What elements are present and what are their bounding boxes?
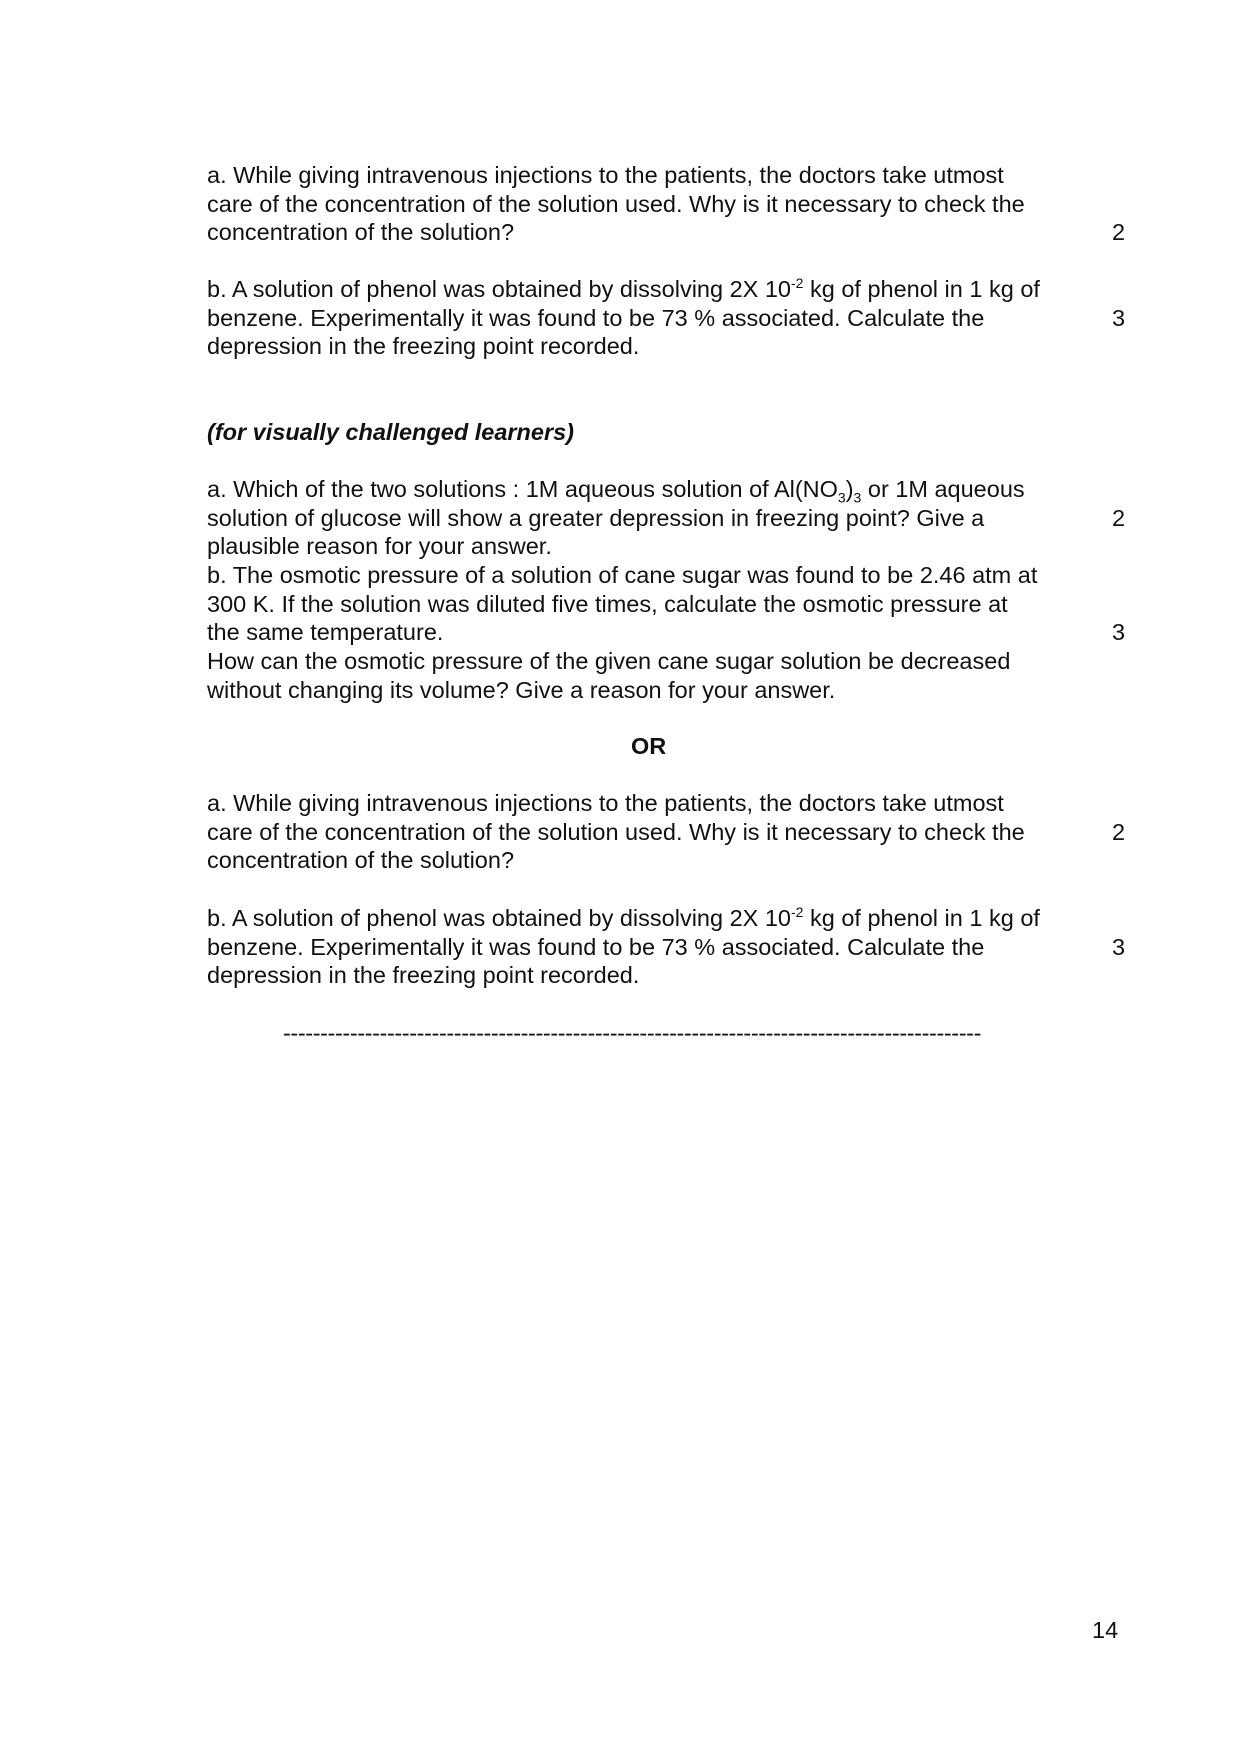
question-text-line: without changing its volume? Give a reason for your answer. — [207, 676, 836, 703]
question-text-line: care of the concentration of the solution used. Why is it necessary to check the — [207, 190, 1025, 217]
text-segment: b. A solution of phenol was obtained by dissolving 2X 10 — [207, 905, 791, 931]
subscript: 3 — [853, 489, 862, 506]
question-text-line — [207, 475, 1107, 504]
marks-label: 3 — [1112, 619, 1126, 645]
question-text-line: benzene. Experimentally it was found to be 73 % associated. Calculate the — [207, 304, 985, 331]
question-text-line: How can the osmotic pressure of the given cane sugar solution be decreased — [207, 648, 1011, 675]
question-text-line: the same temperature. — [207, 619, 444, 646]
text-segment: a. Which of the two solutions : 1M aqueous solution of Al(NO — [207, 476, 838, 502]
end-separator: ---------------------------------------------------------------------------------------------- — [283, 1020, 982, 1046]
question-text-line: b. The osmotic pressure of a solution of cane sugar was found to be 2.46 atm at — [207, 562, 1038, 588]
question-text-line: concentration of the solution? — [207, 219, 515, 246]
question-2a — [207, 475, 1107, 561]
question-text-line — [207, 904, 1107, 933]
subscript: 3 — [837, 489, 846, 506]
question-3a — [207, 789, 1107, 875]
marks-label: 2 — [1112, 819, 1126, 845]
page-number: 14 — [1092, 1617, 1119, 1643]
question-text-line: a. While giving intravenous injections to the patients, the doctors take utmost — [207, 790, 1004, 816]
text-segment: or 1M aqueous — [861, 476, 1025, 502]
question-text-line: depression in the freezing point recorded. — [207, 962, 640, 989]
superscript: -2 — [791, 904, 804, 921]
question-2b — [207, 561, 1107, 704]
question-text-line: plausible reason for your answer. — [207, 533, 552, 560]
section-heading: (for visually challenged learners) — [207, 419, 574, 445]
question-text-line: 300 K. If the solution was diluted five times, calculate the osmotic pressure at — [207, 590, 1008, 617]
question-text-line: solution of glucose will show a greater depression in freezing point? Give a — [207, 504, 985, 531]
superscript: -2 — [791, 275, 804, 292]
question-text-line — [207, 275, 1107, 304]
question-text-line: benzene. Experimentally it was found to be 73 % associated. Calculate the — [207, 933, 985, 960]
marks-label: 2 — [1112, 505, 1126, 531]
question-1b — [207, 275, 1107, 361]
question-1a — [207, 161, 1107, 247]
question-text-line: a. While giving intravenous injections to the patients, the doctors take utmost — [207, 162, 1004, 188]
text-segment: ) — [845, 476, 854, 502]
marks-label: 3 — [1112, 305, 1126, 331]
text-segment: b. A solution of phenol was obtained by dissolving 2X 10 — [207, 276, 791, 302]
question-3b — [207, 904, 1107, 990]
question-text-line: depression in the freezing point recorded. — [207, 333, 640, 360]
marks-label: 2 — [1112, 219, 1126, 245]
or-divider-label: OR — [631, 733, 667, 759]
text-segment: kg of phenol in 1 kg of — [803, 276, 1040, 302]
marks-label: 3 — [1112, 934, 1126, 960]
question-text-line: concentration of the solution? — [207, 847, 515, 874]
text-segment: kg of phenol in 1 kg of — [803, 905, 1040, 931]
question-text-line: care of the concentration of the solution used. Why is it necessary to check the — [207, 818, 1025, 845]
